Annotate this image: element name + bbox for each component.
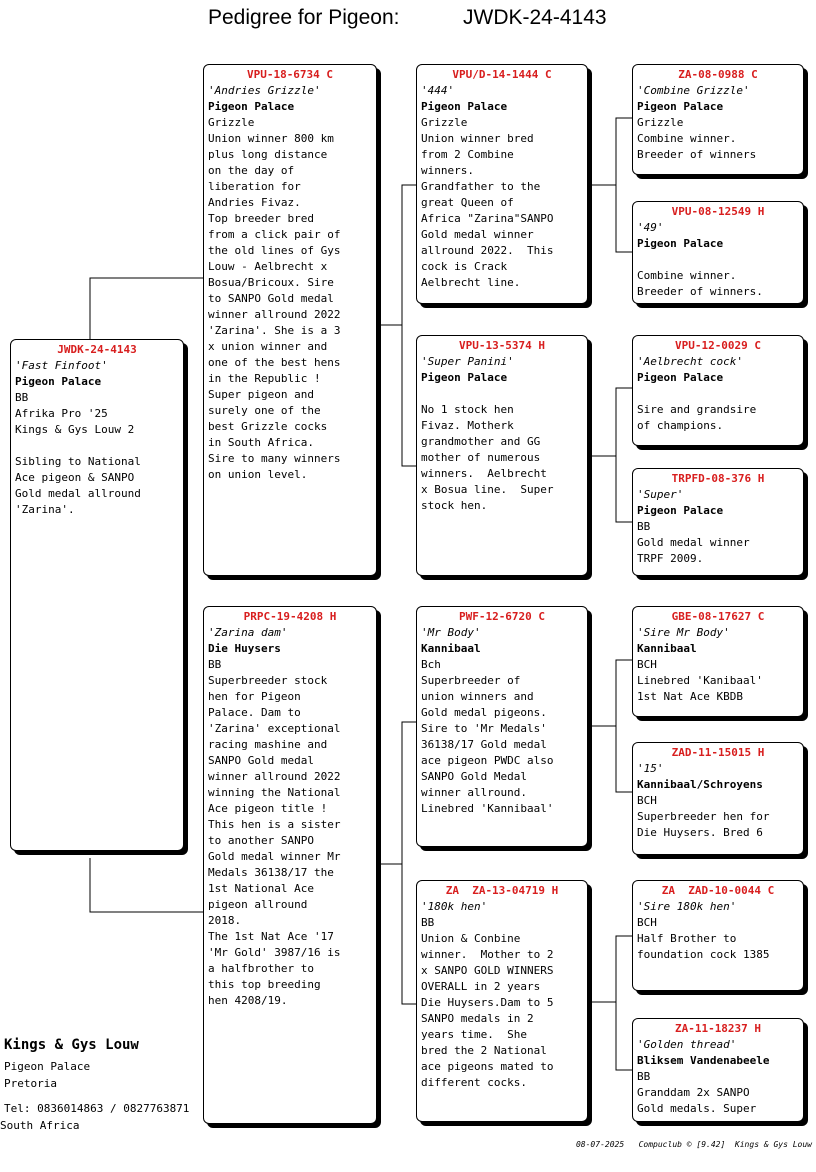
title-ring: JWDK-24-4143 [463,6,607,29]
note-line: different cocks. [421,1076,527,1089]
card-dds[interactable] [632,880,804,991]
note-line: mother of numerous [421,451,541,464]
note-line: winner. Mother to 2 [421,948,554,961]
note-line: Superbreeder of [421,674,521,687]
loft-name: Pigeon Palace [637,237,724,250]
note-line: SANPO Gold Medal [421,770,527,783]
note-line: Combine winner. [637,269,737,282]
pigeon-name: 'Zarina dam' [208,626,288,639]
note-line: the old lines of Gys [208,244,341,257]
note-line: winners. [421,164,474,177]
note-line: Superbreeder hen for [637,810,770,823]
note-line: Africa "Zarina"SANPO [421,212,554,225]
note-line: This hen is a sister [208,818,341,831]
pigeon-name: 'Andries Grizzle' [208,84,321,97]
note-line: BCH [637,794,657,807]
ring-number: VPU-13-5374 H [458,339,546,352]
loft-name: Pigeon Palace [421,371,508,384]
note-line: to SANPO Gold medal [208,292,334,305]
note-line: to another SANPO [208,834,314,847]
note-line: Grizzle [637,116,684,129]
note-line: Die Huysers.Dam to 5 [421,996,554,1009]
note-line: Top breeder bred [208,212,314,225]
pigeon-name: 'Mr Body' [421,626,481,639]
note-line: Palace. Dam to [208,706,301,719]
note-line: Ace pigeon & SANPO [15,471,135,484]
note-line: Sire and grandsire [637,403,757,416]
pigeon-name: 'Golden thread' [637,1038,737,1051]
ring-number: ZA-11-18237 H [674,1022,762,1035]
note-line: BB [637,1070,651,1083]
note-line: stock hen. [421,499,488,512]
note-line: on the day of [208,164,295,177]
card-sds[interactable] [632,335,804,446]
pigeon-name: 'Aelbrecht cock' [637,355,743,368]
note-line: Sibling to National [15,455,141,468]
note-line: years time. She [421,1028,527,1041]
ring-number: ZAD-11-15015 H [671,746,765,759]
note-line: Grizzle [421,116,468,129]
note-line: plus long distance [208,148,328,161]
note-line: Gold medal allround [15,487,141,500]
ring-number: VPU-18-6734 C [246,68,334,81]
note-line: in South Africa. [208,436,314,449]
note-line: winner allround 2022 [208,308,341,321]
ring-number: PWF-12-6720 C [458,610,546,623]
note-line: ace pigeon PWDC also [421,754,554,767]
pigeon-name: '15' [637,762,664,775]
pigeon-name: '49' [637,221,664,234]
note-line: winner allround. [421,786,527,799]
card-ddd[interactable] [632,1018,804,1122]
note-line: 'Mr Gold' 3987/16 is [208,946,341,959]
loft-name: Pigeon Palace [637,504,724,517]
ring-number: ZA-08-0988 C [678,68,758,81]
ring-number: VPU-12-0029 C [674,339,762,352]
note-line: BB [637,520,651,533]
note-line: hen for Pigeon [208,690,301,703]
pigeon-name: 'Sire 180k hen' [637,900,737,913]
card-sdd[interactable] [632,468,804,576]
pigeon-name: 'Super Panini' [421,355,514,368]
note-line: The 1st Nat Ace '17 [208,930,334,943]
note-line: Andries Fivaz. [208,196,301,209]
note-line [637,386,799,402]
note-line: in the Republic ! [208,372,321,385]
loft-name: Pigeon Palace [637,371,724,384]
note-line: Fivaz. Motherk [421,419,514,432]
card-sss[interactable] [632,64,804,175]
connector-sd [590,388,632,522]
note-line: 'Zarina' exceptional [208,722,341,735]
note-line: x Bosua line. Super [421,483,554,496]
note-line: one of the best hens [208,356,341,369]
note-line: 'Zarina'. [15,503,75,516]
note-line [421,386,583,402]
note-line: x SANPO GOLD WINNERS [421,964,554,977]
ring-number: GBE-08-17627 C [671,610,765,623]
note-line: 1st Nat Ace KBDB [637,690,743,703]
note-line: Aelbrecht line. [421,276,521,289]
note-line: 36138/17 Gold medal [421,738,547,751]
note-line: Bosua/Bricoux. Sire [208,276,334,289]
note-line: Breeder of winners [637,148,757,161]
note-line: Union & Conbine [421,932,521,945]
note-line: winners. Aelbrecht [421,467,547,480]
loft-name: Pigeon Palace [15,375,102,388]
card-dam-dam[interactable] [416,880,588,1122]
note-line: from a click pair of [208,228,341,241]
note-line: on union level. [208,468,308,481]
owner-country: South Africa [0,1119,80,1132]
note-line: great Queen of [421,196,514,209]
note-line: BCH [637,658,657,671]
note-line: Gold medal pigeons. [421,706,547,719]
note-line: Die Huysers. Bred 6 [637,826,763,839]
note-line: SANPO medals in 2 [421,1012,534,1025]
note-line: BB [15,391,29,404]
note-line: Bch [421,658,441,671]
card-sire[interactable] [203,64,377,576]
note-line: from 2 Combine [421,148,514,161]
ring-number: ZA ZA-13-04719 H [445,884,559,897]
note-line: Gold medal winner [421,228,534,241]
pigeon-name: '180k hen' [421,900,488,913]
note-line: x union winner and [208,340,328,353]
note-line: Afrika Pro '25 [15,407,108,420]
note-line: No 1 stock hen [421,403,514,416]
note-line: foundation cock 1385 [637,948,770,961]
pigeon-name: 'Fast Finfoot' [15,359,108,372]
connector-sire [380,185,416,466]
note-line: 2018. [208,914,242,927]
note-line [637,252,799,268]
ring-number: ZA ZAD-10-0044 C [661,884,775,897]
ring-number: TRPFD-08-376 H [671,472,765,485]
owner-tel: Tel: 0836014863 / 0827763871 [4,1102,190,1115]
note-line: Super pigeon and [208,388,314,401]
card-dam-sire[interactable] [416,606,588,847]
card-dsd[interactable] [632,742,804,855]
loft-name: Pigeon Palace [637,100,724,113]
note-line: Kings & Gys Louw 2 [15,423,135,436]
loft-name: Kannibaal [421,642,481,655]
card-dam[interactable] [203,606,377,1124]
note-line: Gold medals. Super [637,1102,757,1115]
note-line: Sire to 'Mr Medals' [421,722,547,735]
note-line: BB [208,658,222,671]
note-line: Granddam 2x SANPO [637,1086,750,1099]
note-line: Ace pigeon title ! [208,802,328,815]
note-line: Gold medal winner Mr [208,850,341,863]
note-line: 'Zarina'. She is a 3 [208,324,341,337]
note-line: Louw - Aelbrecht x [208,260,328,273]
note-line: Grizzle [208,116,255,129]
note-line: grandmother and GG [421,435,541,448]
ring-number: JWDK-24-4143 [57,343,137,356]
connector-dam [380,722,416,1004]
card-subject[interactable] [10,339,184,851]
pigeon-name: 'Super' [637,488,684,501]
note-line: TRPF 2009. [637,552,704,565]
connector-ss [590,118,632,252]
note-line: cock is Crack [421,260,508,273]
card-sire-dam[interactable] [416,335,588,576]
connector-ds [590,660,632,792]
note-line: racing mashine and [208,738,328,751]
owner-loft: Pigeon Palace [4,1060,91,1073]
loft-name: Pigeon Palace [208,100,295,113]
note-line: surely one of the [208,404,321,417]
note-line: Sire to many winners [208,452,341,465]
note-line: winning the National [208,786,341,799]
note-line: hen 4208/19. [208,994,288,1007]
note-line: bred the 2 National [421,1044,547,1057]
pigeon-name: 'Sire Mr Body' [637,626,730,639]
loft-name: Die Huysers [208,642,281,655]
note-line: SANPO Gold medal [208,754,314,767]
note-line: Linebred 'Kannibaal' [421,802,554,815]
note-line: BB [421,916,435,929]
card-sire-sire[interactable] [416,64,588,304]
loft-name: Kannibaal/Schroyens [637,778,763,791]
note-line: Breeder of winners. [637,285,763,298]
note-line: allround 2022. This [421,244,554,257]
card-dss[interactable] [632,606,804,717]
note-line: Half Brother to [637,932,737,945]
note-line: Union winner bred [421,132,534,145]
ring-number: VPU/D-14-1444 C [452,68,552,81]
note-line: 1st National Ace [208,882,314,895]
owner-block [0,1036,190,1134]
loft-name: Pigeon Palace [421,100,508,113]
note-line: Union winner 800 km [208,132,334,145]
note-line: BCH [637,916,657,929]
title-label: Pedigree for Pigeon: [208,6,400,29]
loft-name: Bliksem Vandenabeele [637,1054,770,1067]
owner-city: Pretoria [4,1077,57,1090]
note-line: liberation for [208,180,301,193]
note-line: ace pigeons mated to [421,1060,554,1073]
ring-number: VPU-08-12549 H [671,205,765,218]
note-line: winner allround 2022 [208,770,341,783]
note-line: Linebred 'Kanibaal' [637,674,763,687]
note-line: Gold medal winner [637,536,750,549]
owner-name: Kings & Gys Louw [4,1037,139,1053]
note-line: of champions. [637,419,724,432]
note-line [15,438,179,454]
note-line: Medals 36138/17 the [208,866,334,879]
note-line: OVERALL in 2 years [421,980,541,993]
note-line: union winners and [421,690,534,703]
loft-name: Kannibaal [637,642,697,655]
pigeon-name: 'Combine Grizzle' [637,84,750,97]
note-line: a halfbrother to [208,962,314,975]
pigeon-name: '444' [421,84,455,97]
note-line: this top breeding [208,978,321,991]
note-line: Superbreeder stock [208,674,328,687]
note-line: pigeon allround [208,898,308,911]
connector-dd [590,936,632,1070]
ring-number: PRPC-19-4208 H [243,610,337,623]
footer-credit: 08-07-2025 Compuclub © [9.42] Kings & Gys Louw [575,1140,812,1149]
note-line: best Grizzle cocks [208,420,328,433]
card-ssd[interactable] [632,201,804,304]
note-line: Combine winner. [637,132,737,145]
note-line: Grandfather to the [421,180,541,193]
